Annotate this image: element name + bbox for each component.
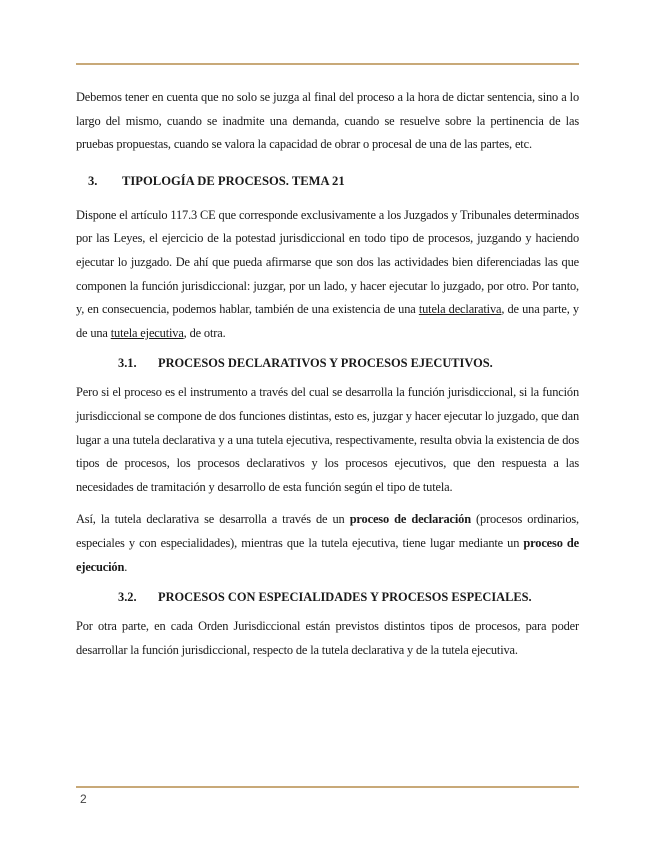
paragraph: Por otra parte, en cada Orden Jurisdiccional están previstos distintos tipos de procesos, para poder desarrollar la función jurisdiccional, respecto de la tutela declarativa y de la tutela ejecutiva.: [76, 619, 579, 657]
section-heading: [76, 170, 579, 192]
bold-term: proceso de declaración: [349, 512, 471, 527]
subsection-heading: [76, 586, 579, 608]
bold-term: proceso de ejecución: [76, 535, 579, 574]
subsection-number: 3.2.: [118, 590, 137, 605]
page-number: 2: [80, 792, 87, 806]
paragraph: [76, 204, 579, 346]
paragraph-text: , de otra.: [183, 325, 226, 340]
paragraph: Debemos tener en cuenta que no solo se juzga al final del proceso a la hora de dictar sentencia, sino a lo largo del mismo, cuando se inadmite una demanda, cuando se resuelve sobre la pertinencia de las pruebas propuestas, cuando se valora la capacidad de obrar o procesal de una de las partes, etc.: [76, 90, 579, 152]
subsection-number: 3.1.: [118, 356, 137, 371]
paragraph-text: , de una parte, y de una: [76, 302, 579, 340]
paragraph: Pero si el proceso es el instrumento a través del cual se desarrolla la función jurisdiccional, si la función jurisdiccional se compone de dos funciones distintas, esto es, juzgar y hacer ejecutar lo juzgado, que dan lugar a una tutela declarativa y a una tutela ejecutiva, respectivamente, resulta obvia la existencia de dos tipos de procesos, los procesos declarativos y los procesos ejecutivos, que den respuesta a las necesidades de tramitación y desarrollo de esta función según el tipo de tutela.: [76, 385, 579, 494]
header-rule: [76, 63, 579, 65]
section-title: TIPOLOGÍA DE PROCESOS. TEMA 21: [122, 173, 345, 188]
paragraph-text: .: [124, 559, 128, 574]
footer-rule: [76, 786, 579, 788]
paragraph-text: Así, la tutela declarativa se desarrolla a través de un: [76, 512, 350, 527]
paragraph-text: Dispone el artículo 117.3 CE que corresponde exclusivamente a los Juzgados y Tribunales determinados por las Leyes, el ejercicio de la potestad jurisdiccional en todo tipo de procesos, juzgando y haciendo ejecutar lo juzgado. De ahí que pueda afirmarse que son dos las actividades bien diferenciadas las que componen la función jurisdiccional: juzgar, por un lado, y hacer ejecutar lo juzgado, por otro. Por tanto, y, en consecuencia, podemos hablar, también de una existencia de una: [76, 207, 579, 317]
underlined-term: tutela declarativa: [418, 302, 502, 317]
subsection-title: PROCESOS DECLARATIVOS Y PROCESOS EJECUTIVOS.: [158, 356, 493, 371]
paragraph-text: (procesos ordinarios, especiales y con especialidades), mientras que la tutela ejecutiva, tiene lugar mediante un: [76, 512, 579, 550]
subsection-heading: [76, 352, 579, 374]
section-number: 3.: [88, 173, 98, 188]
document-body: [76, 86, 579, 662]
subsection-title: PROCESOS CON ESPECIALIDADES Y PROCESOS ESPECIALES.: [158, 590, 532, 605]
underlined-term: tutela ejecutiva: [110, 325, 184, 340]
paragraph: [76, 508, 579, 579]
